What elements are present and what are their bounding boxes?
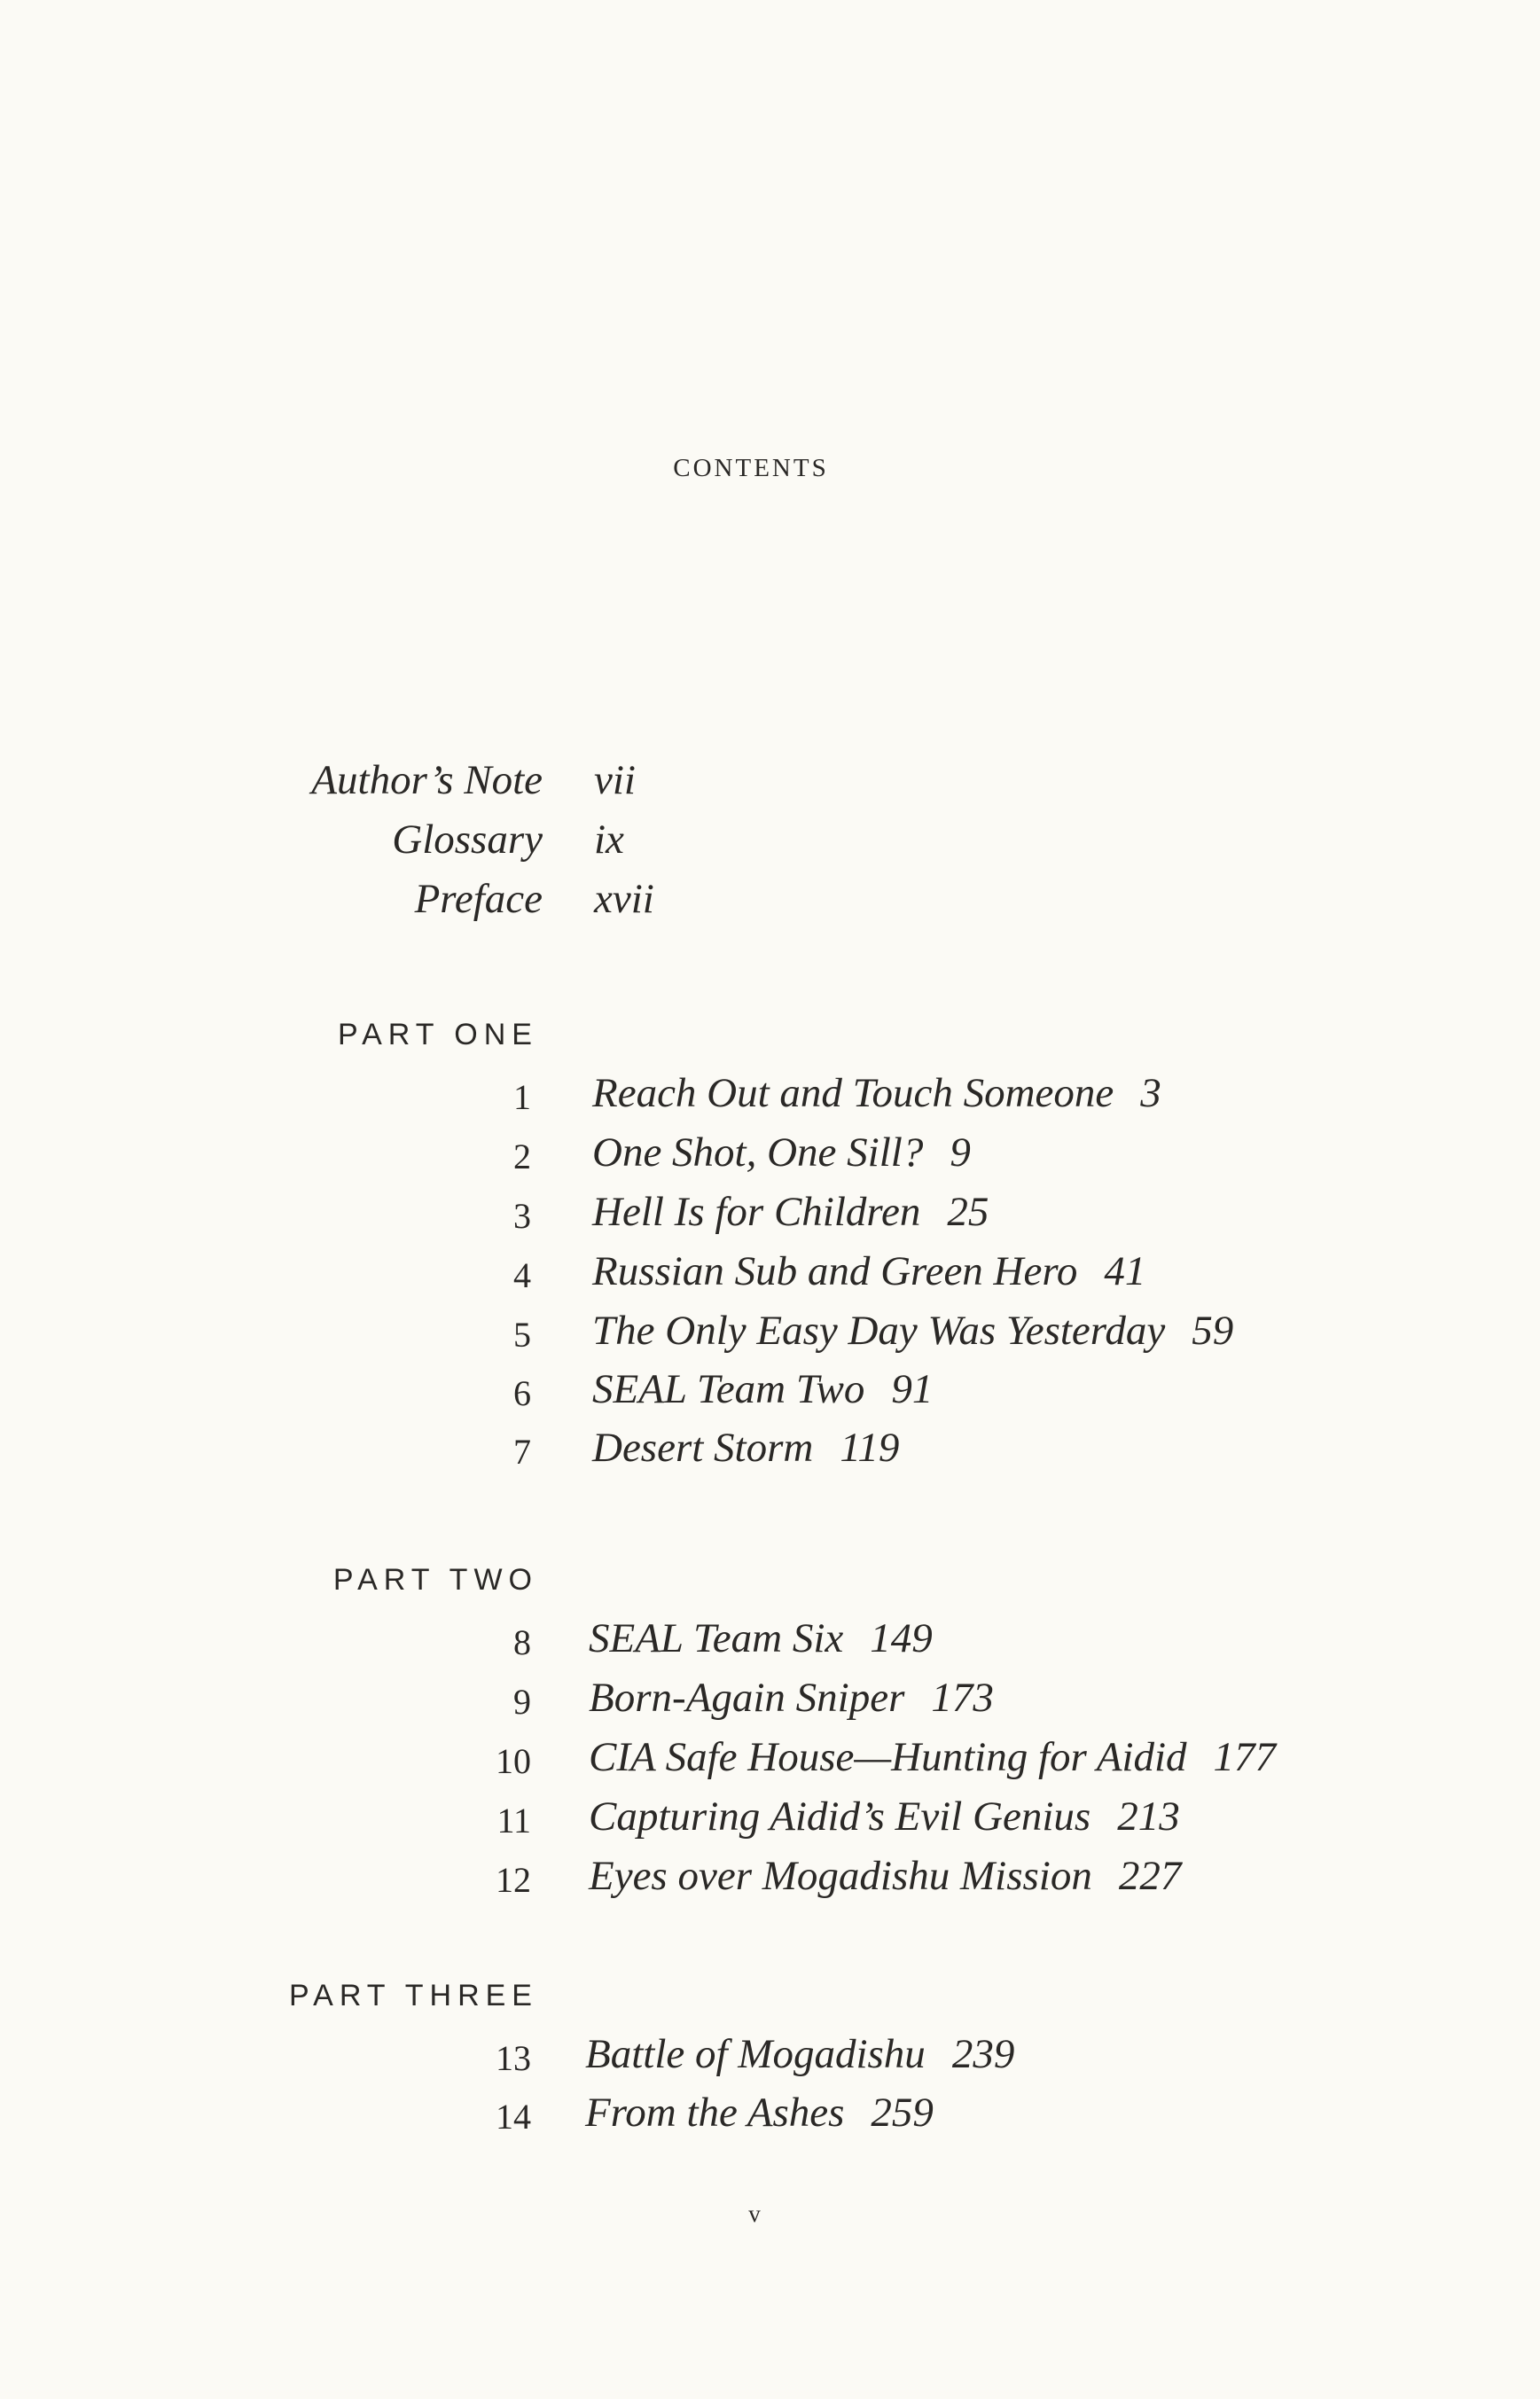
chapter-number: 2 <box>513 1137 531 1176</box>
chapter-entry <box>589 1852 1181 1900</box>
chapter-title: Born-Again Sniper <box>589 1675 905 1721</box>
chapter-number: 3 <box>513 1196 531 1236</box>
chapter-title: Eyes over Mogadishu Mission <box>589 1853 1092 1899</box>
chapter-number: 14 <box>496 2097 531 2137</box>
chapter-title: One Shot, One Sill? <box>592 1129 924 1176</box>
chapter-entry <box>592 1307 1233 1355</box>
chapter-title: SEAL Team Six <box>589 1615 844 1661</box>
chapter-page: 25 <box>947 1189 989 1235</box>
chapter-title: Capturing Aidid’s Evil Genius <box>589 1793 1091 1840</box>
chapter-title: Desert Storm <box>592 1425 814 1471</box>
chapter-page: 41 <box>1104 1248 1146 1294</box>
chapter-number: 4 <box>513 1255 531 1295</box>
part-heading: PART ONE <box>337 1018 538 1051</box>
chapter-title: CIA Safe House—Hunting for Aidid <box>589 1734 1187 1780</box>
chapter-title: Russian Sub and Green Hero <box>592 1248 1078 1294</box>
chapter-entry <box>592 1424 899 1472</box>
front-matter-page: xvii <box>594 876 654 922</box>
chapter-entry <box>592 1129 971 1176</box>
chapter-page: 177 <box>1213 1734 1277 1780</box>
chapter-page: 119 <box>840 1425 900 1471</box>
front-matter-page: ix <box>594 817 624 863</box>
chapter-entry <box>589 1733 1276 1781</box>
chapter-number: 5 <box>513 1315 531 1355</box>
chapter-number: 1 <box>513 1077 531 1117</box>
chapter-entry <box>589 1614 933 1662</box>
part-heading: PART TWO <box>332 1563 538 1597</box>
chapter-entry <box>592 1247 1145 1295</box>
front-matter-title: Glossary <box>392 817 543 863</box>
chapter-title: SEAL Team Two <box>592 1366 865 1412</box>
chapter-number: 8 <box>513 1622 531 1662</box>
chapter-title: Battle of Mogadishu <box>585 2031 926 2077</box>
chapter-number: 11 <box>496 1801 531 1840</box>
chapter-number: 6 <box>513 1373 531 1413</box>
chapter-title: The Only Easy Day Was Yesterday <box>592 1308 1166 1354</box>
chapter-page: 3 <box>1140 1070 1161 1116</box>
chapter-title: Hell Is for Children <box>592 1189 921 1235</box>
chapter-entry <box>589 1793 1180 1840</box>
chapter-page: 173 <box>931 1675 994 1721</box>
chapter-number: 10 <box>496 1741 531 1781</box>
chapter-page: 239 <box>951 2031 1015 2077</box>
chapter-page: 59 <box>1192 1308 1234 1354</box>
chapter-page: 9 <box>950 1129 971 1176</box>
chapter-page: 213 <box>1117 1793 1180 1840</box>
chapter-page: 149 <box>870 1615 933 1661</box>
chapter-entry <box>585 2030 1014 2078</box>
chapter-number: 9 <box>513 1682 531 1722</box>
chapter-entry <box>585 2089 934 2137</box>
chapter-entry <box>589 1674 994 1722</box>
chapter-number: 7 <box>513 1432 531 1472</box>
chapter-number: 12 <box>496 1860 531 1900</box>
chapter-page: 227 <box>1118 1853 1182 1899</box>
chapter-page: 259 <box>871 2090 934 2136</box>
front-matter-title: Preface <box>414 876 543 922</box>
contents-title: CONTENTS <box>673 454 829 482</box>
chapter-title: Reach Out and Touch Someone <box>592 1070 1114 1116</box>
front-matter-title: Author’s Note <box>311 757 543 803</box>
chapter-entry <box>592 1188 989 1236</box>
front-matter-page: vii <box>594 757 636 803</box>
chapter-entry <box>592 1365 933 1413</box>
chapter-entry <box>592 1069 1161 1117</box>
chapter-number: 13 <box>496 2038 531 2078</box>
page-number: v <box>748 2200 761 2227</box>
chapter-title: From the Ashes <box>585 2090 845 2136</box>
part-heading: PART THREE <box>289 1979 538 2012</box>
chapter-page: 91 <box>891 1366 934 1412</box>
